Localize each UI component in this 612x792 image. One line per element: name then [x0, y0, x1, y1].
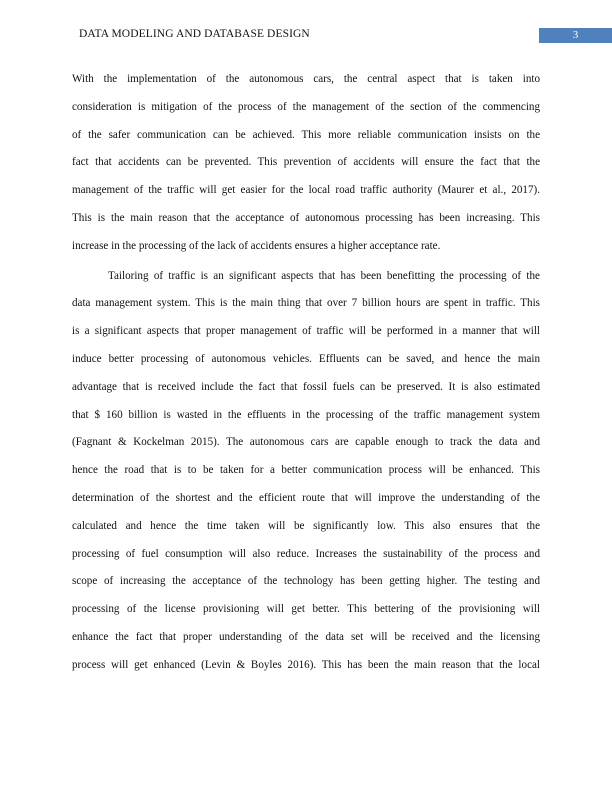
paragraph-line: fact that accidents can be prevented. This prevention of accidents will ensure the fact that the [72, 156, 540, 169]
body-text [72, 66, 540, 680]
paragraph-line: (Fagnant & Kockelman 2015). The autonomous cars are capable enough to track the data and [72, 436, 540, 449]
running-header: DATA MODELING AND DATABASE DESIGN [79, 28, 310, 40]
paragraph-2 [72, 263, 540, 680]
paragraph-line: process will get enhanced (Levin & Boyles 2016). This has been the main reason that the local [72, 658, 540, 671]
paragraph-line: is a significant aspects that proper management of traffic will be performed in a manner that will [72, 325, 540, 338]
paragraph-line: advantage that is received include the fact that fossil fuels can be preserved. It is also estimated [72, 380, 540, 393]
paragraph-line: increase in the processing of the lack of accidents ensures a higher acceptance rate. [72, 239, 441, 252]
paragraph-line: With the implementation of the autonomous cars, the central aspect that is taken into [72, 73, 540, 85]
paragraph-line: that $ 160 billion is wasted in the effluents in the processing of the traffic management system [72, 408, 540, 421]
paragraph-line: consideration is mitigation of the process of the management of the section of the commencing [72, 100, 540, 113]
paragraph-line: processing of fuel consumption will also reduce. Increases the sustainability of the process and [72, 547, 540, 560]
paragraph-line: of the safer communication can be achieved. This more reliable communication insists on the [72, 128, 540, 141]
paragraph-line: data management system. This is the main thing that over 7 billion hours are spent in traffic. This [72, 297, 540, 310]
paragraph-line: processing of the license provisioning will get better. This bettering of the provisioning will [72, 603, 540, 616]
paragraph-line: Tailoring of traffic is an significant aspects that has been benefitting the processing of the [108, 269, 540, 282]
paragraph-1 [72, 66, 540, 261]
page-number: 3 [539, 28, 612, 43]
paragraph-line: calculated and hence the time taken will be significantly low. This also ensures that the [72, 519, 540, 532]
paragraph-line: determination of the shortest and the efficient route that will improve the understanding of the [72, 491, 540, 504]
paragraph-line: management of the traffic will get easier for the local road traffic authority (Maurer et al., 2017). [72, 184, 540, 197]
paragraph-line: This is the main reason that the acceptance of autonomous processing has been increasing. This [72, 211, 540, 224]
paragraph-line: hence the road that is to be taken for a better communication process will be enhanced. This [72, 464, 540, 477]
paragraph-line: induce better processing of autonomous vehicles. Effluents can be saved, and hence the main [72, 352, 540, 365]
paragraph-line: scope of increasing the acceptance of the technology has been getting higher. The testing and [72, 575, 540, 588]
paragraph-line: enhance the fact that proper understanding of the data set will be received and the licensing [72, 630, 540, 643]
